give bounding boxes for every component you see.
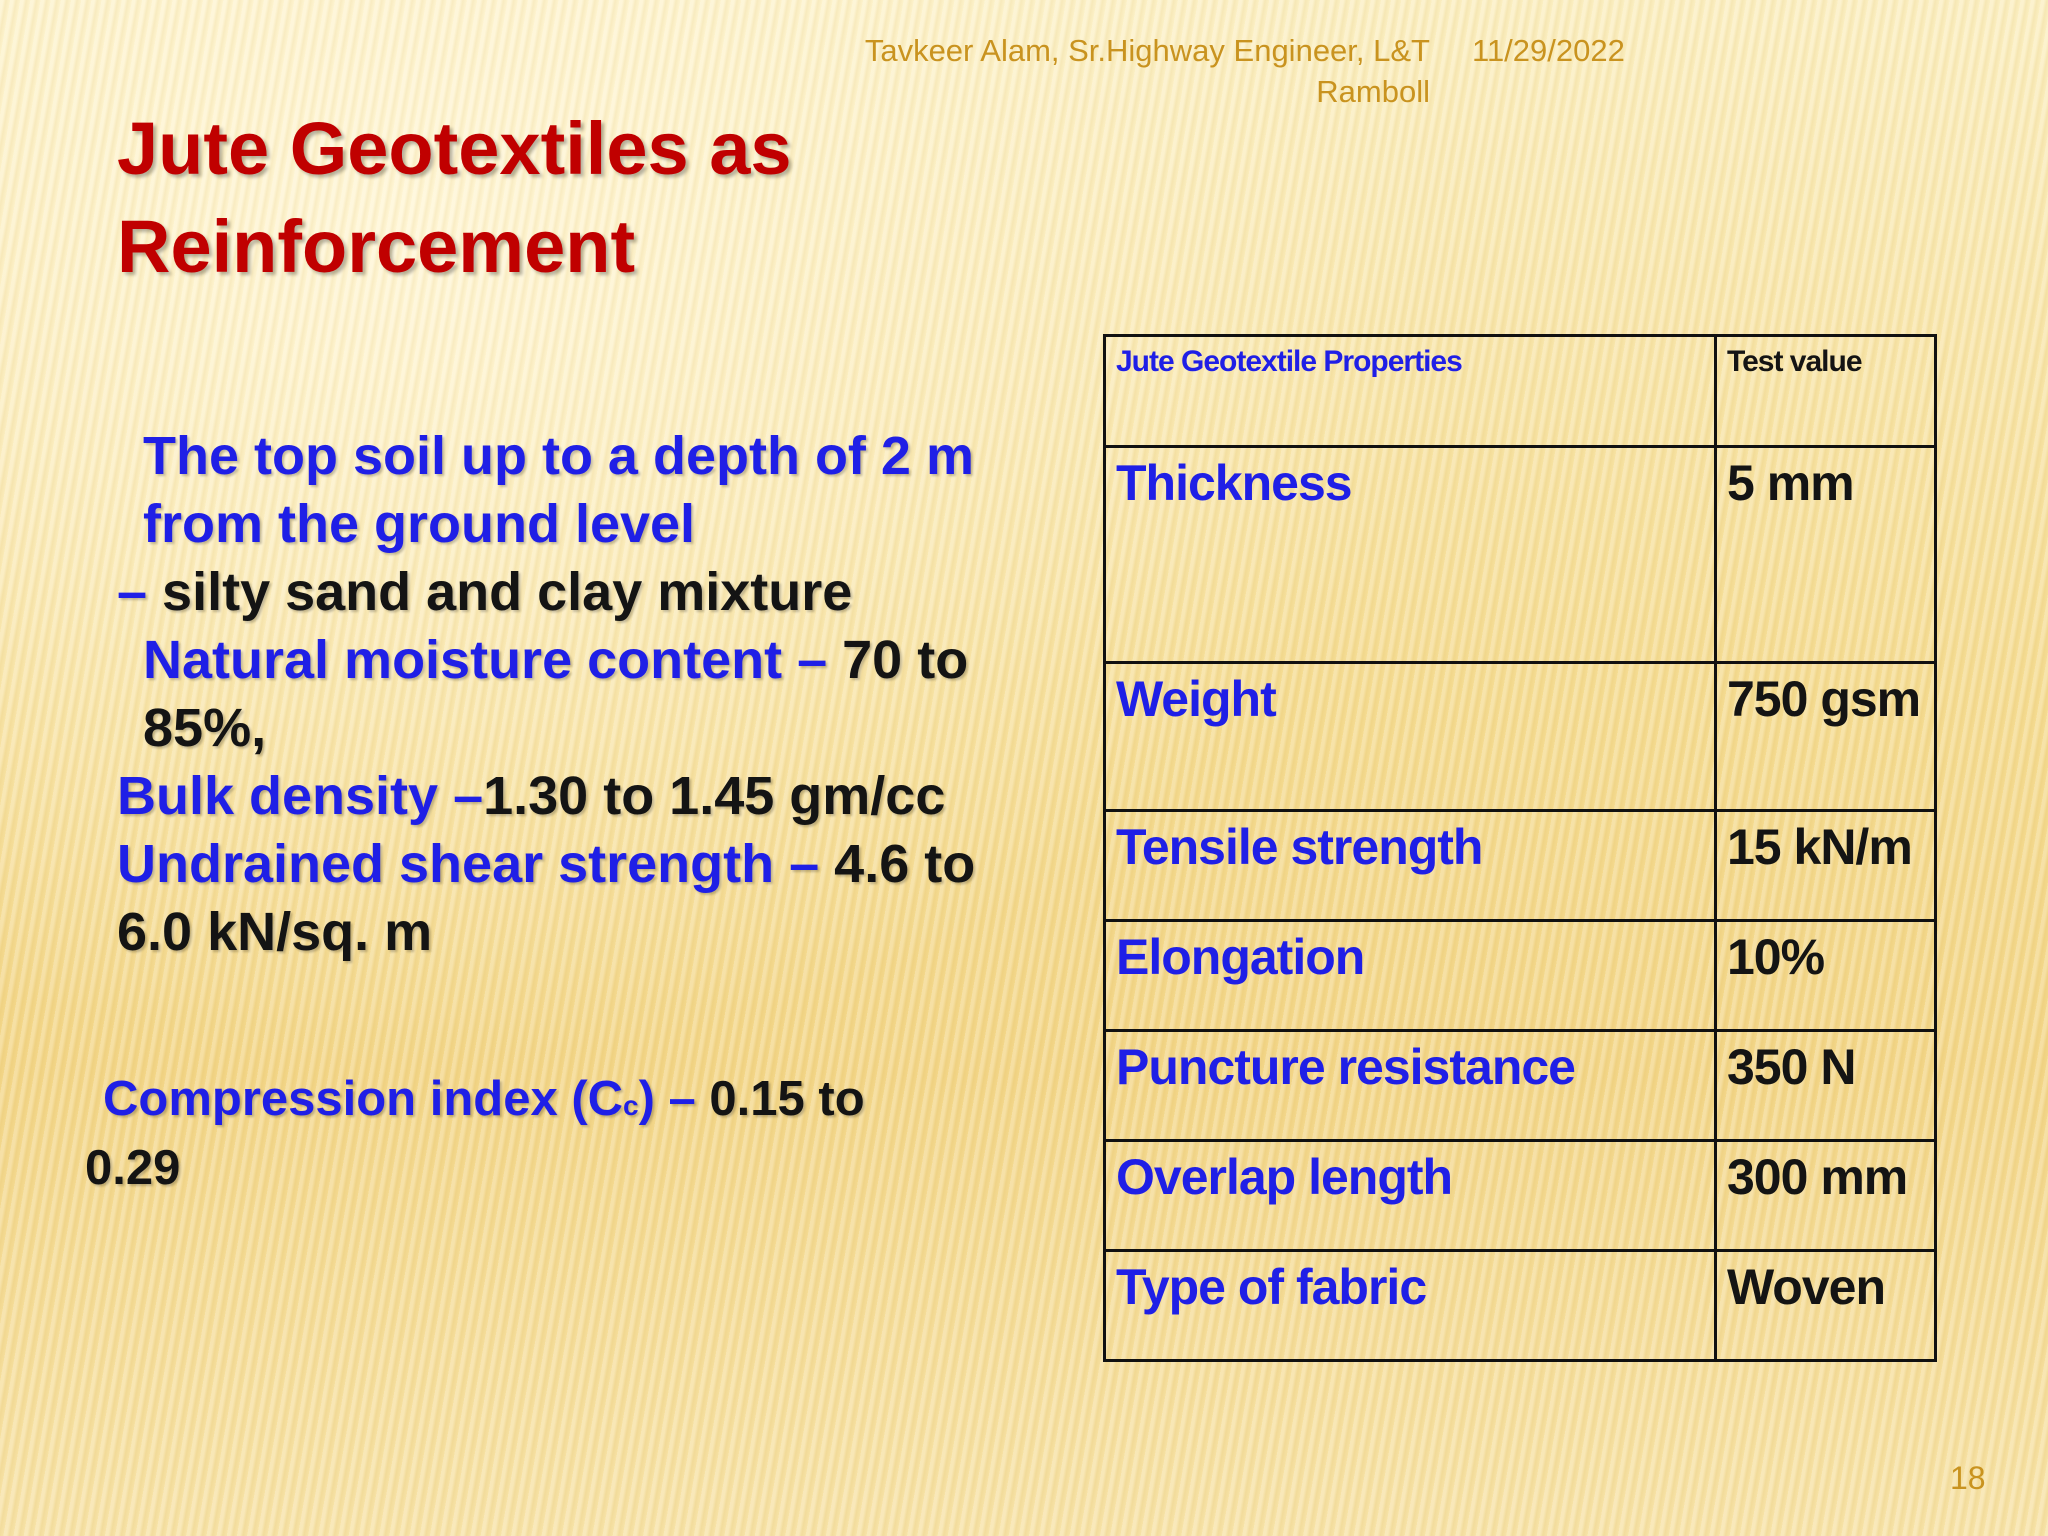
table-header-row	[1105, 336, 1936, 447]
row-value: 750 gsm	[1716, 663, 1936, 811]
properties-table	[1103, 334, 1937, 1362]
shear-strength-line	[117, 830, 1047, 966]
row-value: 15 kN/m	[1716, 811, 1936, 921]
bulk-density-value: 1.30 to 1.45 gm/cc	[483, 766, 946, 826]
row-property: Weight	[1105, 663, 1716, 811]
table-row	[1105, 663, 1936, 811]
header-date: 11/29/2022	[1472, 33, 1625, 68]
table-row	[1105, 1251, 1936, 1361]
shear-strength-label: Undrained shear strength –	[117, 834, 820, 894]
slide-title: Jute Geotextiles as Reinforcement	[117, 107, 792, 288]
bulk-density-label: Bulk density –	[117, 766, 484, 826]
dash: –	[117, 562, 148, 622]
row-value: Woven	[1716, 1251, 1936, 1361]
shear-strength-value: 4.6 to 6.0 kN/sq. m	[117, 834, 976, 962]
soil-type-line	[117, 558, 1047, 626]
bulk-density-line	[117, 762, 1047, 830]
compression-value: 0.15 to 0.29	[85, 1072, 865, 1195]
table-row	[1105, 447, 1936, 663]
header-value: Test value	[1716, 336, 1936, 447]
top-soil-text: The top soil up to a depth of 2 m from the ground level	[143, 426, 974, 554]
row-value: 5 mm	[1716, 447, 1936, 663]
table-row	[1105, 1031, 1936, 1141]
row-value: 300 mm	[1716, 1141, 1936, 1251]
table-row	[1105, 921, 1936, 1031]
table-row	[1105, 811, 1936, 921]
table-row	[1105, 1141, 1936, 1251]
moisture-line	[117, 626, 1047, 762]
row-property: Elongation	[1105, 921, 1716, 1031]
row-property: Tensile strength	[1105, 811, 1716, 921]
page-number: 18	[1950, 1460, 1986, 1496]
row-property: Thickness	[1105, 447, 1716, 663]
compression-index	[85, 1068, 945, 1199]
row-property: Overlap length	[1105, 1141, 1716, 1251]
compression-subscript: c	[623, 1090, 639, 1121]
row-value: 350 N	[1716, 1031, 1936, 1141]
row-property: Puncture resistance	[1105, 1031, 1716, 1141]
header-property: Jute Geotextile Properties	[1105, 336, 1716, 447]
soil-type-text: silty sand and clay mixture	[147, 562, 853, 622]
compression-label: Compression index (C	[103, 1072, 624, 1126]
moisture-label: Natural moisture content –	[143, 630, 843, 690]
moisture-value: 70 to 85%,	[143, 630, 969, 758]
row-value: 10%	[1716, 921, 1936, 1031]
header-author: Tavkeer Alam, Sr.Highway Engineer, L&T Ramboll	[864, 33, 1430, 109]
compression-label-close: ) –	[638, 1072, 696, 1126]
row-property: Type of fabric	[1105, 1251, 1716, 1361]
soil-description	[117, 422, 1047, 966]
